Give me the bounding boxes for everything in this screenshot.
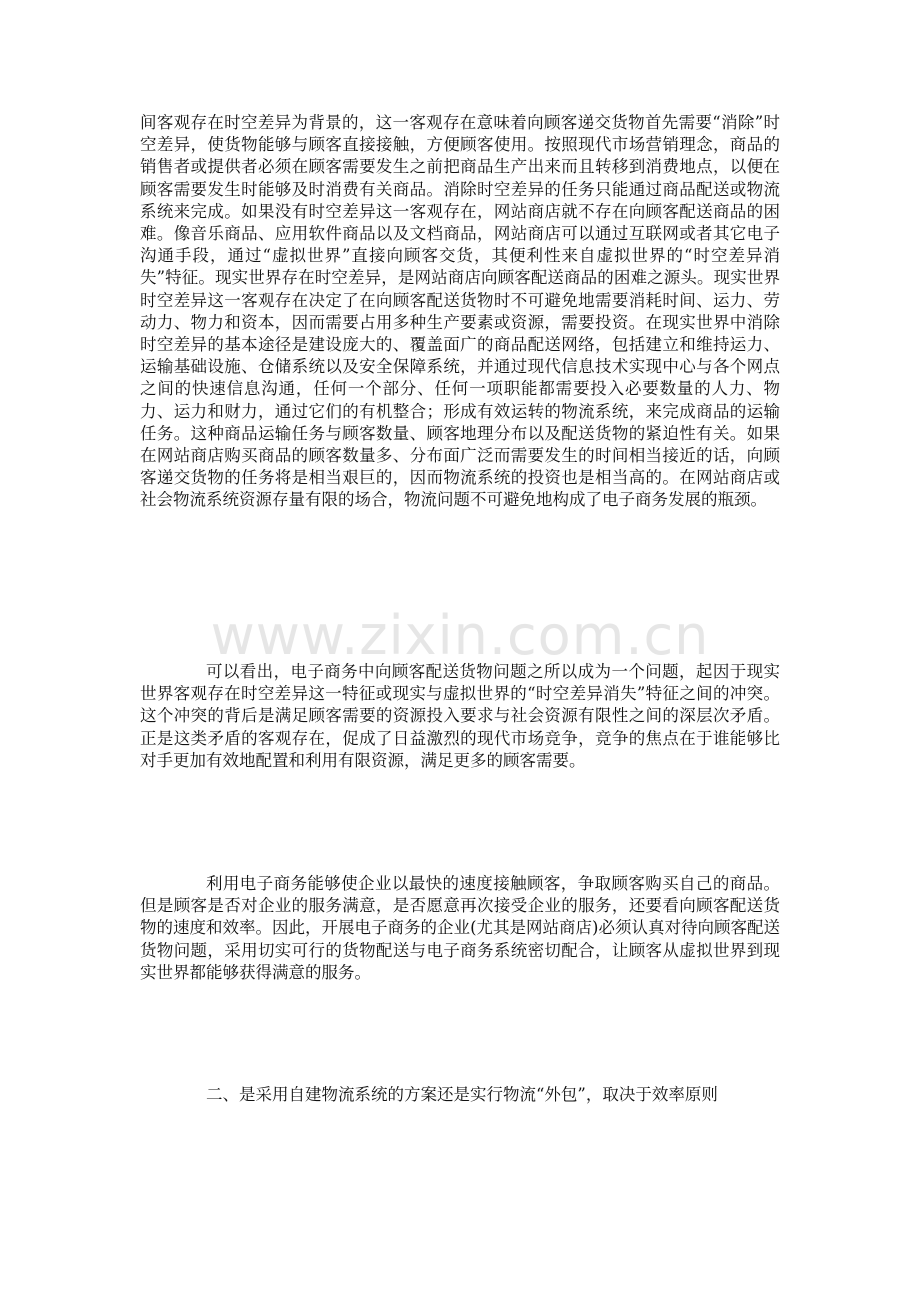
body-paragraph-3: 利用电子商务能够使企业以最快的速度接触顾客，争取顾客购买自己的商品。但是顾客是否对企业的服务满意，是否愿意再次接受企业的服务，还要看向顾客配送货物的速度和效率。因此，开展电子商务的企业(尤其是网站商店)必须认真对待向顾客配送货物问题，采用切实可行的货物配送与电子商务系统密切配合，让顾客从虚拟世界到现实世界都能够获得满意的服务。 [140,874,780,982]
body-paragraph-2: 可以看出，电子商务中向顾客配送货物问题之所以成为一个问题，起因于现实世界客观存在时空差异这一特征或现实与虚拟世界的“时空差异消失”特征之间的冲突。这个冲突的背后是满足顾客需要的资源投入要求与社会资源有限性之间的深层次矛盾。正是这类矛盾的客观存在，促成了日益激烈的现代市场竞争，竞争的焦点在于谁能够比对手更加有效地配置和利用有限资源，满足更多的顾客需要。 [140,662,780,770]
watermark-text: www.zixin.com.cn [210,604,710,667]
section-heading: 二、是采用自建物流系统的方案还是实行物流“外包”，取决于效率原则 [206,1085,718,1104]
body-paragraph-1: 间客观存在时空差异为背景的，这一客观存在意味着向顾客递交货物首先需要“消除”时空差异，使货物能够与顾客直接接触，方便顾客使用。按照现代市场营销理念，商品的销售者或提供者必须在顾客需要发生之前把商品生产出来而且转移到消费地点，以便在顾客需要发生时能够及时消费有关商品。消除时空差异的任务只能通过商品配送或物流系统来完成。如果没有时空差异这一客观存在，网站商店就不存在向顾客配送商品的困难。像音乐商品、应用软件商品以及文档商品，网站商店可以通过互联网或者其它电子沟通手段，通过“虚拟世界”直接向顾客交货，其便利性来自虚拟世界的“时空差异消失”特征。现实世界存在时空差异，是网站商店向顾客配送商品的困难之源头。现实世界时空差异这一客观存在决定了在向顾客配送货物时不可避免地需要消耗时间、运力、劳动力、物力和资本，因而需要占用多种生产要素或资源，需要投资。在现实世界中消除时空差异的基本途径是建设庞大的、覆盖面广的商品配送网络，包括建立和维持运力、运输基础设施、仓储系统以及安全保障系统，并通过现代信息技术实现中心与各个网点之间的快速信息沟通，任何一个部分、任何一项职能都需要投入必要数量的人力、物力、运力和财力，通过它们的有机整合；形成有效运转的物流系统，来完成商品的运输任务。这种商品运输任务与顾客数量、顾客地理分布以及配送货物的紧迫性有关。如果在网站商店购买商品的顾客数量多、分布面广泛而需要发生的时间相当接近的话，向顾客递交货物的任务将是相当艰巨的，因而物流系统的投资也是相当高的。在网站商店或社会物流系统资源存量有限的场合，物流问题不可避免地构成了电子商务发展的瓶颈。 [140,113,780,510]
